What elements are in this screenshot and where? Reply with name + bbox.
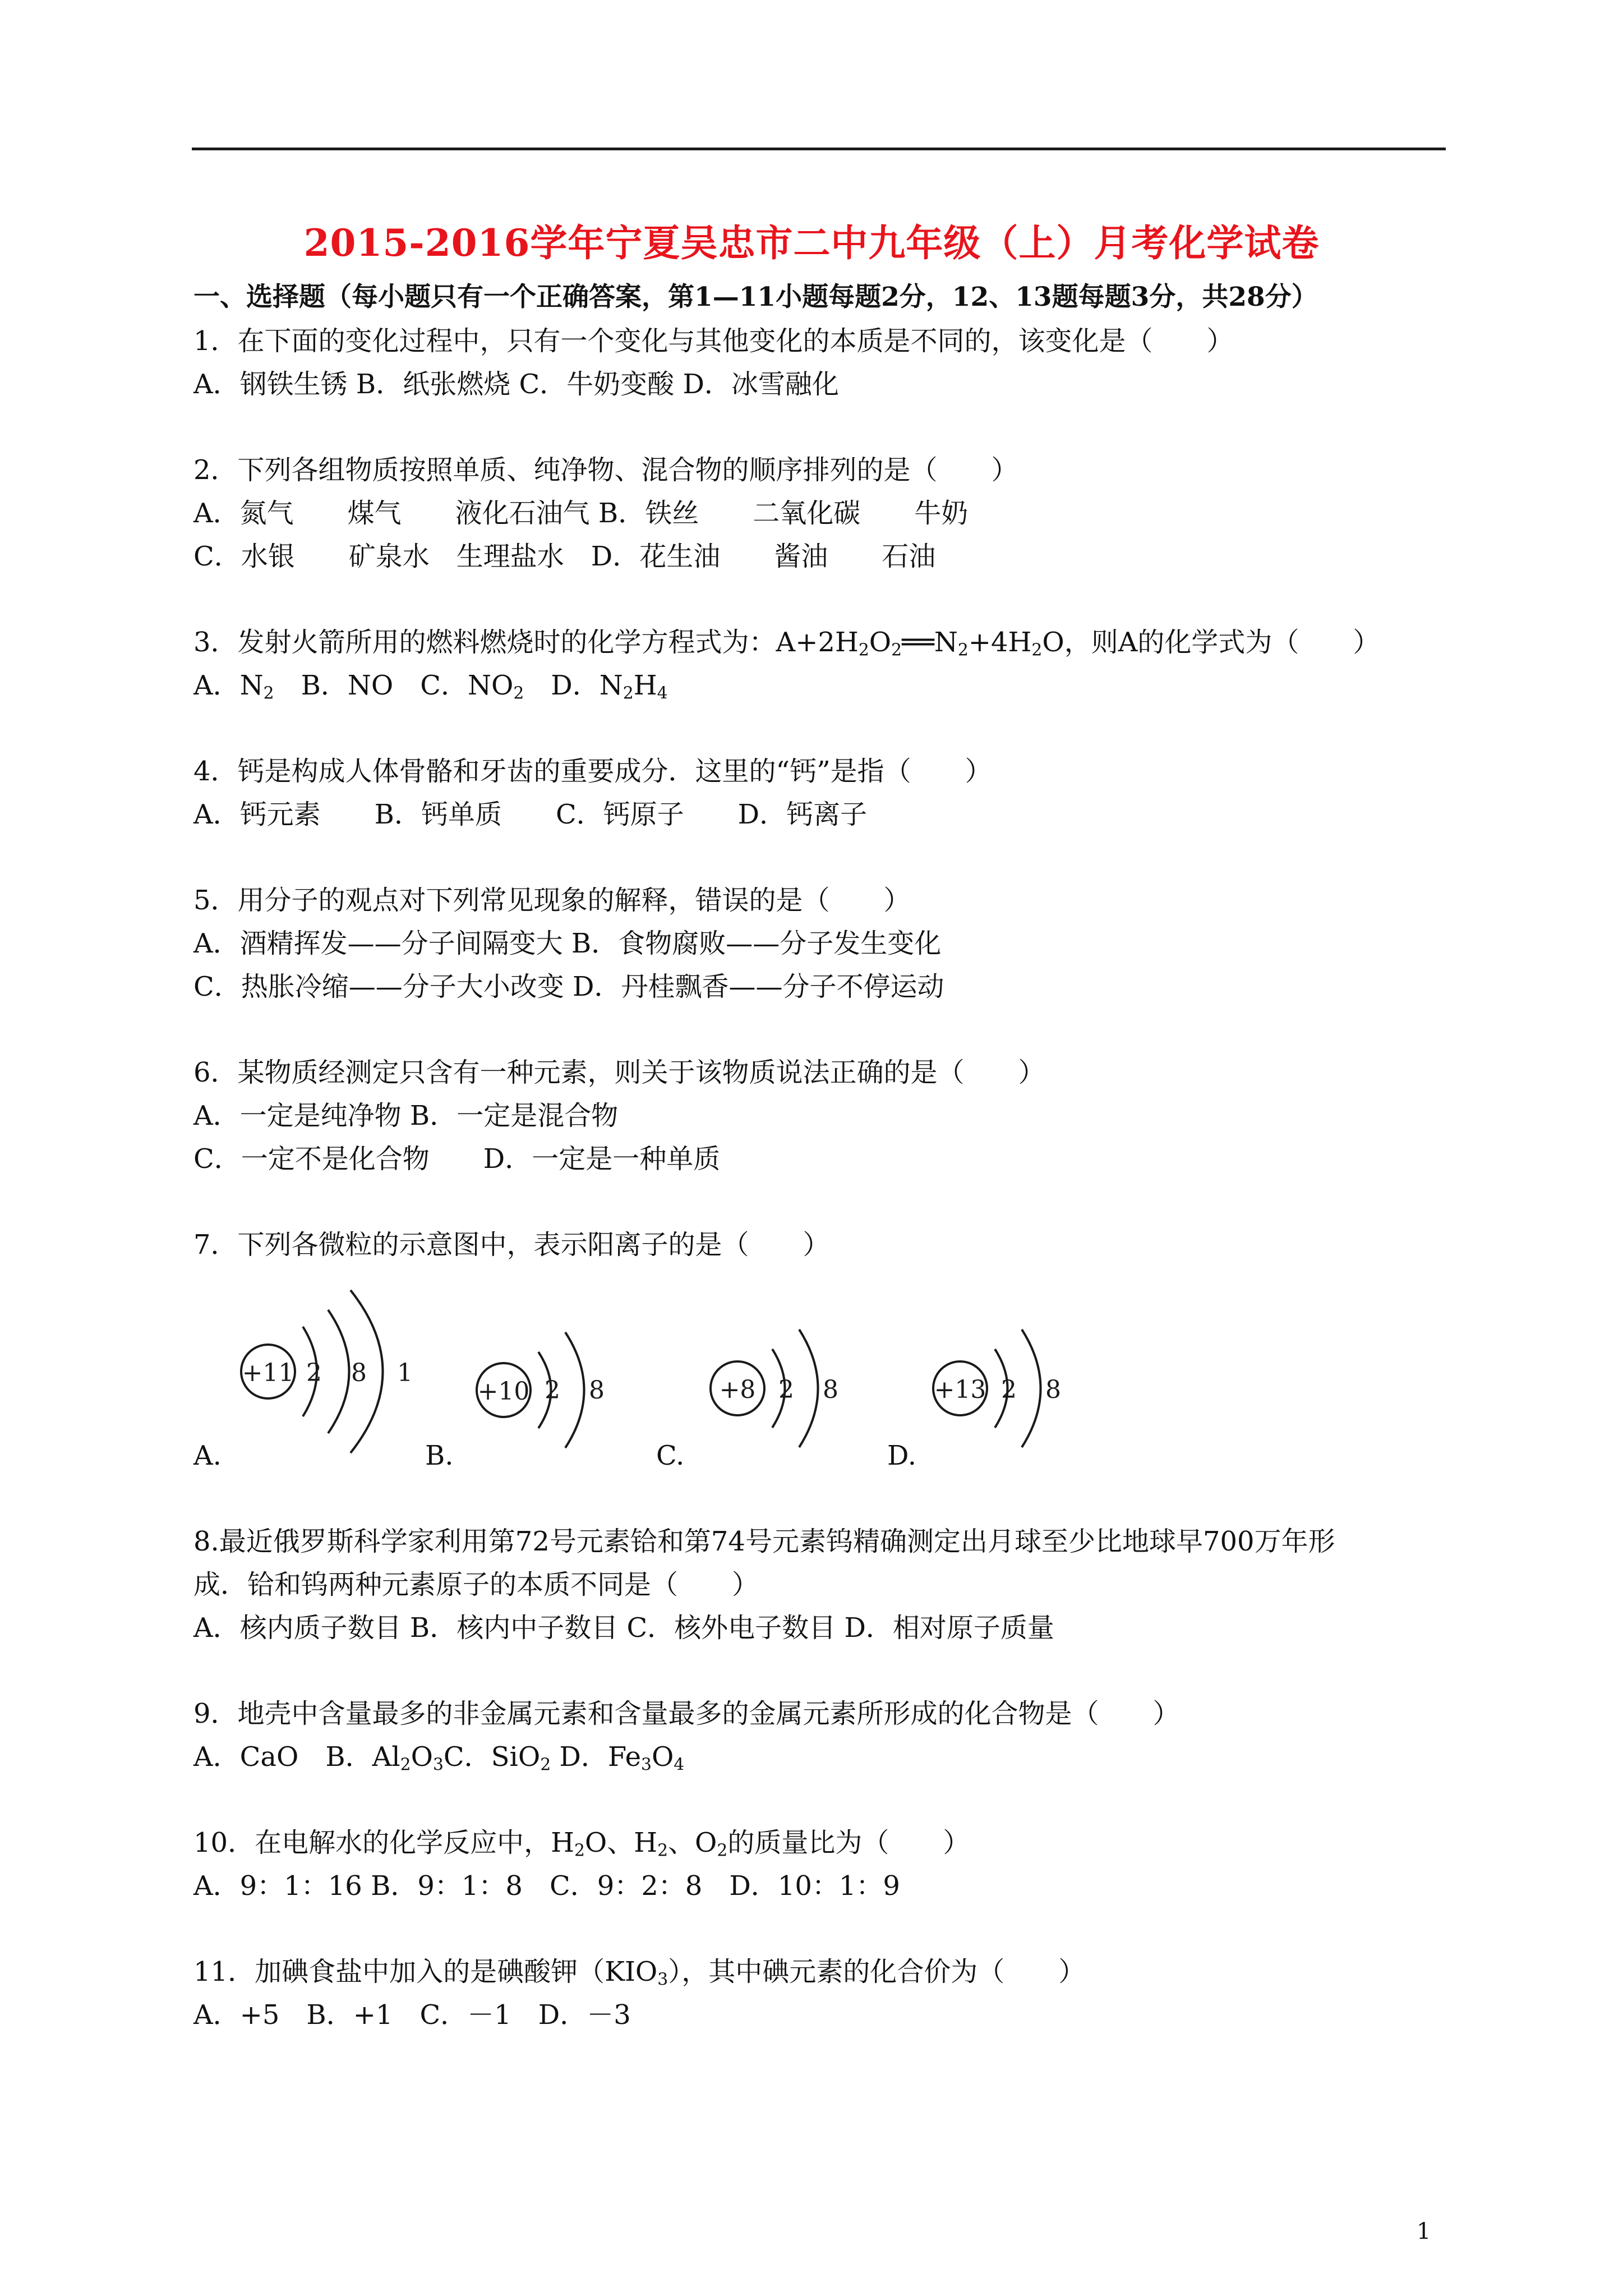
nucleus-label-d: +13 xyxy=(934,1375,986,1404)
question-6-options-row1: A．一定是纯净物 B．一定是混合物 xyxy=(193,1100,619,1131)
shell-count-b-2: 8 xyxy=(589,1376,605,1405)
shell-count-c-2: 8 xyxy=(823,1375,838,1404)
question-9-stem: 9．地壳中含量最多的非金属元素和含量最多的金属元素所形成的化合物是（ ） xyxy=(193,1698,1180,1729)
question-8-stem-line1: 8.最近俄罗斯科学家利用第72号元素铪和第74号元素钨精确测定出月球至少比地球早700万年形 xyxy=(193,1526,1335,1557)
shell-arc-c-2 xyxy=(799,1329,818,1447)
question-2-options-row2: C．水银 矿泉水 生理盐水 D．花生油 酱油 石油 xyxy=(193,541,936,572)
shell-arc-d-2 xyxy=(1022,1329,1041,1447)
shell-arc-b-2 xyxy=(565,1332,584,1448)
header-rule xyxy=(192,148,1446,150)
question-2-options-row1: A．氮气 煤气 液化石油气 B．铁丝 二氧化碳 牛奶 xyxy=(193,498,969,529)
question-5-options-row1: A．酒精挥发——分子间隔变大 B．食物腐败——分子发生变化 xyxy=(193,928,942,959)
question-9-options: A．CaO B．$Al_2O_3C$．SiO$_2$ D．$Fe_3O_4$ xyxy=(193,1741,685,1775)
atom-diagram-b xyxy=(477,1332,605,1448)
question-4-options: A．钙元素 B．钙单质 C．钙原子 D．钙离子 xyxy=(193,799,868,830)
question-6-stem: 6．某物质经测定只含有一种元素，则关于该物质说法正确的是（ ） xyxy=(193,1057,1045,1088)
page-title: 2015-2016学年宁夏吴忠市二中九年级（上）月考化学试卷 xyxy=(303,221,1320,265)
atom-structure-diagrams xyxy=(0,1262,1623,1487)
question-7-option-d: D. xyxy=(887,1440,917,1471)
question-7-option-a: A. xyxy=(193,1440,222,1471)
question-10-stem: 10．在电解水的化学反应中，$H_2O$、$H_2$、$O_2$的质量比为（ ） xyxy=(193,1827,970,1861)
question-3-stem: 3．发射火箭所用的燃料燃烧时的化学方程式为：$A+2H_2O_2══N_2+4H_2O$，则A的化学式为（ ） xyxy=(193,627,1380,660)
question-7-stem: 7．下列各微粒的示意图中，表示阳离子的是（ ） xyxy=(193,1229,830,1260)
question-2-stem: 2．下列各组物质按照单质、纯净物、混合物的顺序排列的是（ ） xyxy=(193,454,1018,486)
atom-diagram-d xyxy=(933,1329,1061,1447)
question-10-options: A．9：1：16 B．9：1：8 C．9：2：8 D．10：1：9 xyxy=(193,1870,900,1902)
shell-arc-a-2 xyxy=(328,1310,349,1433)
shell-count-a-2: 8 xyxy=(351,1359,367,1387)
question-7-option-c: C. xyxy=(656,1440,685,1471)
question-1-options: A．钢铁生锈 B．纸张燃烧 C．牛奶变酸 D．冰雪融化 xyxy=(193,369,839,400)
atom-diagrams-svg xyxy=(0,1262,1623,1487)
question-1-stem: 1．在下面的变化过程中，只有一个变化与其他变化的本质是不同的，该变化是（ ） xyxy=(193,325,1234,357)
question-3-options: A．$N_2$ B．NO C．$NO_2$ D．$N_2H_4$ xyxy=(193,670,668,703)
question-7-option-b: B. xyxy=(425,1440,454,1471)
nucleus-label-b: +10 xyxy=(477,1377,530,1406)
shell-count-d-2: 8 xyxy=(1045,1375,1061,1404)
page-number: 1 xyxy=(1417,2219,1431,2244)
atom-diagram-c xyxy=(711,1329,838,1447)
question-8-options: A．核内质子数目 B．核内中子数目 C．核外电子数目 D．相对原子质量 xyxy=(193,1612,1054,1644)
shell-count-b-1: 2 xyxy=(545,1376,560,1405)
question-6-options-row2: C．一定不是化合物 D．一定是一种单质 xyxy=(193,1143,721,1175)
shell-count-d-1: 2 xyxy=(1001,1375,1017,1404)
question-4-stem: 4．钙是构成人体骨骼和牙齿的重要成分．这里的“钙”是指（ ） xyxy=(193,756,992,787)
question-11-stem: 11．加碘食盐中加入的是碘酸钾$(KIO_3)$，其中碘元素的化合价为（ ） xyxy=(193,1956,1086,1990)
nucleus-label-a: +11 xyxy=(242,1359,294,1387)
atom-diagram-a xyxy=(241,1290,413,1453)
section-heading: 一、选择题（每小题只有一个正确答案，第1—11小题每题2分，12、13题每题3分，共28分） xyxy=(193,282,1318,312)
question-11-options: A．+5 B．+1 C．－1 D．－3 xyxy=(193,1999,631,2031)
question-5-stem: 5．用分子的观点对下列常见现象的解释，错误的是（ ） xyxy=(193,885,911,916)
shell-count-a-1: 2 xyxy=(306,1359,322,1387)
shell-count-c-1: 2 xyxy=(778,1375,794,1404)
shell-count-a-3: 1 xyxy=(397,1359,413,1387)
nucleus-label-c: +8 xyxy=(719,1375,756,1404)
question-8-stem-line2: 成．铪和钨两种元素原子的本质不同是（ ） xyxy=(193,1569,759,1600)
question-5-options-row2: C．热胀冷缩——分子大小改变 D．丹桂飘香——分子不停运动 xyxy=(193,971,944,1002)
